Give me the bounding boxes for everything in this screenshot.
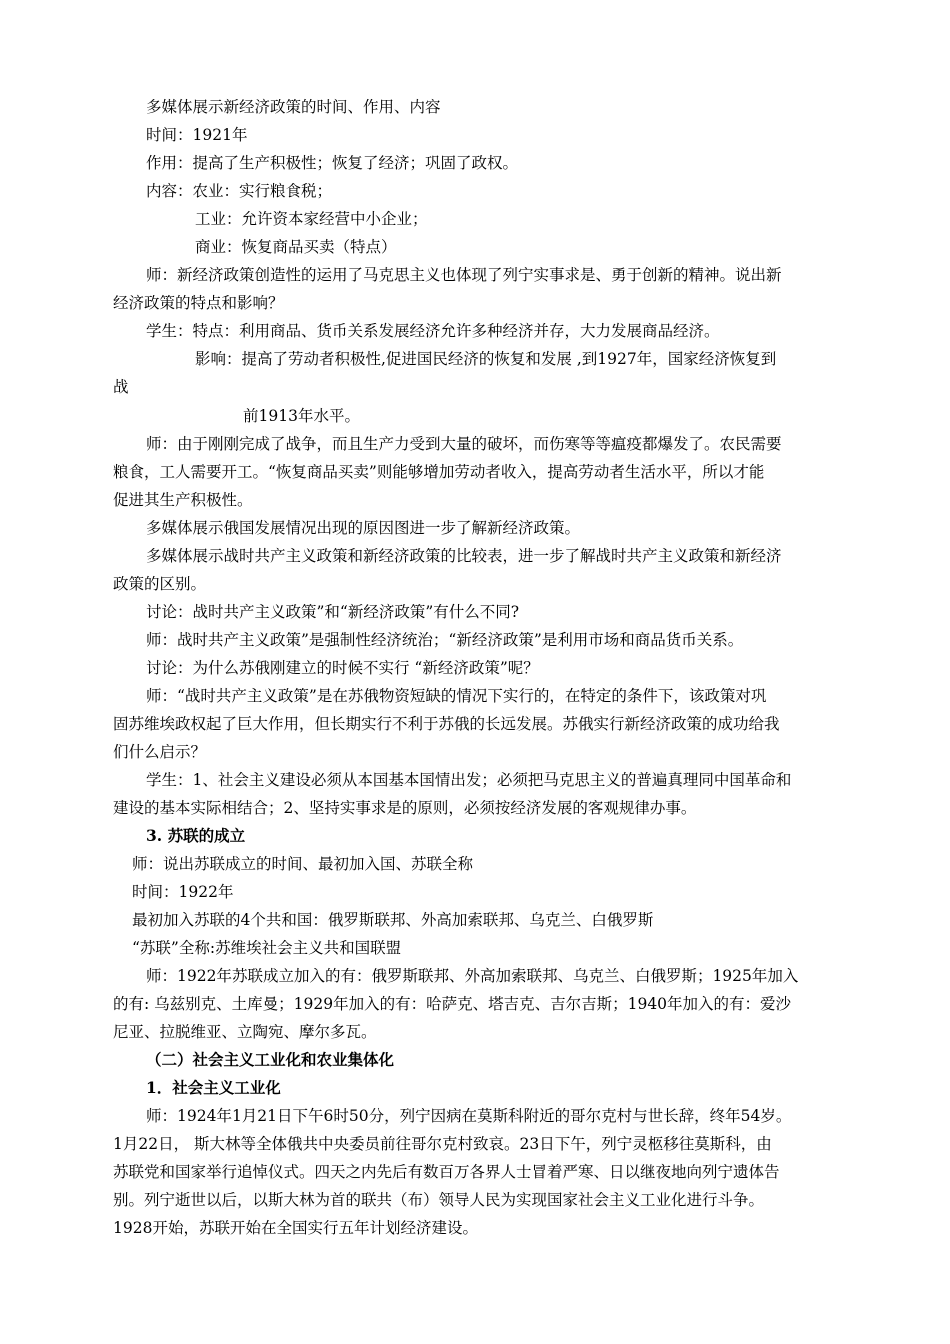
text-line: 商业：恢复商品买卖（特点）: [195, 238, 397, 256]
text-line: 前1913年水平。: [243, 407, 360, 425]
text-line: 尼亚、拉脱维亚、立陶宛、摩尔多瓦。: [113, 1023, 377, 1041]
text-line: 多媒体展示新经济政策的时间、作用、内容: [146, 98, 441, 116]
section-heading: 3. 苏联的成立: [146, 826, 246, 845]
text-line: 师：1922年苏联成立加入的有：俄罗斯联邦、外高加索联邦、乌克兰、白俄罗斯；1925年加入: [146, 967, 799, 985]
text-line: 们什么启示？: [113, 743, 207, 761]
text-line: 多媒体展示战时共产主义政策和新经济政策的比较表，进一步了解战时共产主义政策和新经济: [146, 547, 782, 565]
text-line: 多媒体展示俄国发展情况出现的原因图进一步了解新经济政策。: [146, 519, 581, 537]
section-heading: 1．社会主义工业化: [146, 1078, 281, 1097]
text-line: 影响：提高了劳动者积极性,促进国民经济的恢复和发展 ,到1927年，国家经济恢复到: [195, 350, 777, 368]
text-line: 师：新经济政策创造性的运用了马克思主义也体现了列宁实事求是、勇于创新的精神。说出新: [146, 266, 782, 284]
text-line: 师：“战时共产主义政策”是在苏俄物资短缺的情况下实行的，在特定的条件下，该政策对巩: [146, 687, 767, 705]
text-line: 促进其生产积极性。: [113, 491, 253, 509]
text-line: 时间：1922年: [132, 883, 234, 901]
text-line: 讨论：为什么苏俄刚建立的时候不实行 “新经济政策”呢？: [146, 659, 539, 677]
text-line: 建设的基本实际相结合；2、坚持实事求是的原则，必须按经济发展的客观规律办事。: [113, 799, 697, 817]
text-line: 别。列宁逝世以后，以斯大林为首的联共（布）领导人民为实现国家社会主义工业化进行斗争。: [113, 1191, 765, 1209]
text-line: 学生：1、社会主义建设必须从本国基本国情出发；必须把马克思主义的普遍真理同中国革命和: [146, 771, 792, 789]
text-line: 1月22日， 斯大林等全体俄共中央委员前往哥尔克村致哀。23日下午，列宁灵柩移往莫斯科，由: [113, 1135, 772, 1153]
text-line: 讨论：战时共产主义政策”和“新经济政策”有什么不同?: [146, 603, 520, 621]
section-heading: （二）社会主义工业化和农业集体化: [146, 1050, 395, 1069]
text-line: 工业：允许资本家经营中小企业；: [195, 210, 428, 228]
text-line: 政策的区别。: [113, 575, 207, 593]
text-line: 师：由于刚刚完成了战争，而且生产力受到大量的破坏，而伤寒等等瘟疫都爆发了。农民需要: [146, 435, 782, 453]
text-line: 1928开始，苏联开始在全国实行五年计划经济建设。: [113, 1219, 478, 1237]
text-line: 师：1924年1月21日下午6时50分，列宁因病在莫斯科附近的哥尔克村与世长辞，终年54岁。: [146, 1107, 792, 1125]
text-line: 最初加入苏联的4个共和国：俄罗斯联邦、外高加索联邦、乌克兰、白俄罗斯: [132, 911, 654, 929]
text-line: 经济政策的特点和影响？: [113, 294, 284, 312]
text-line: 时间：1921年: [146, 126, 248, 144]
text-line: “苏联”全称:苏维埃社会主义共和国联盟: [132, 939, 402, 957]
text-line: 固苏维埃政权起了巨大作用，但长期实行不利于苏俄的长远发展。苏俄实行新经济政策的成功给我: [113, 715, 780, 733]
text-line: 内容：农业：实行粮食税；: [146, 182, 333, 200]
text-line: 作用：提高了生产积极性；恢复了经济；巩固了政权。: [146, 154, 519, 172]
text-line: 学生：特点：利用商品、货币关系发展经济允许多种经济并存，大力发展商品经济。: [146, 322, 720, 340]
text-line: 的有: 乌兹别克、土库曼；1929年加入的有：哈萨克、塔吉克、吉尔吉斯；1940年加入的有：爱沙: [113, 995, 792, 1013]
text-line: 师：战时共产主义政策”是强制性经济统治；“新经济政策”是利用市场和商品货币关系。: [146, 631, 744, 649]
text-line: 苏联党和国家举行追悼仪式。四天之内先后有数百万各界人士冒着严寒、日以继夜地向列宁遗体告: [113, 1163, 780, 1181]
text-line: 师：说出苏联成立的时间、最初加入国、苏联全称: [132, 855, 474, 873]
text-line: 粮食，工人需要开工。“恢复商品买卖”则能够增加劳动者收入，提高劳动者生活水平，所以才能: [113, 463, 765, 481]
text-line: 战: [113, 378, 129, 396]
